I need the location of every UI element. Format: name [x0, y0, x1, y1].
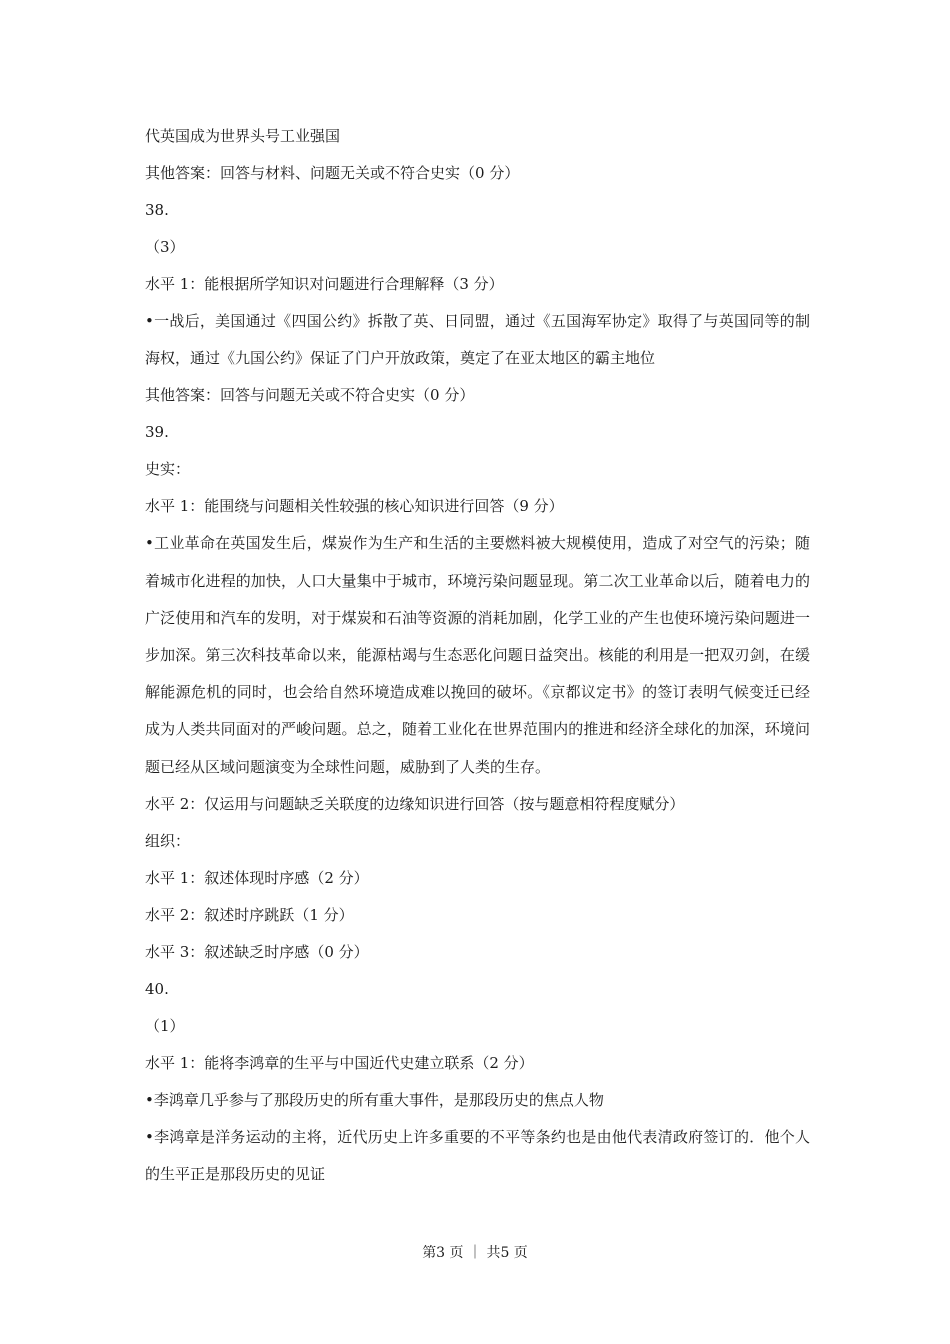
text-line: 代英国成为世界头号工业强国 [145, 127, 341, 145]
question-number: 40. [145, 979, 169, 998]
answer-bullet: •工业革命在英国发生后，煤炭作为生产和生活的主要燃料被大规模使用，造成了对空气的污染；随着城市化进程的加快，人口大量集中于城市，环境污染问题显现。第二次工业革命以后，随着电力的广泛使用和汽车的发明，对于煤炭和石油等资源的消耗加剧，化学工业的产生也使环境污染问题进一步加深。第三次科技革命以来，能源枯竭与生态恶化问题日益突出。核能的利用是一把双刃剑，在缓解能源危机的同时，也会给自然环境造成难以挽回的破坏。《京都议定书》的签订表明气候变迁已经成为人类共同面对的严峻问题。总之，随着工业化在世界范围内的推进和经济全球化的加深，环境问题已经从区域问题演变为全球性问题，威胁到了人类的生存。 [145, 534, 810, 776]
level-heading: 水平 1：能根据所学知识对问题进行合理解释（3 分） [145, 275, 504, 293]
answer-bullet: •李鸿章是洋务运动的主将，近代历史上许多重要的不平等条约也是由他代表清政府签订的．他个人的生平正是那段历史的见证 [145, 1127, 810, 1184]
page-footer: 第3 页 ｜ 共5 页 [422, 1245, 528, 1261]
sub-question-number: （1） [145, 1016, 185, 1035]
question-number: 38. [145, 201, 169, 219]
level-heading: 水平 1：能将李鸿章的生平与中国近代史建立联系（2 分） [145, 1053, 534, 1072]
level-heading: 水平 2：仅运用与问题缺乏关联度的边缘知识进行回答（按与题意相符程度赋分） [145, 794, 685, 813]
text-line: 其他答案：回答与问题无关或不符合史实（0 分） [145, 386, 475, 405]
text-line: 其他答案：回答与材料、问题无关或不符合史实（0 分） [145, 164, 520, 182]
answer-bullet: •一战后，美国通过《四国公约》拆散了英、日同盟，通过《五国海军协定》取得了与英国同等的制海权，通过《九国公约》保证了门户开放政策，奠定了在亚太地区的霸主地位 [145, 312, 810, 368]
answer-bullet: •李鸿章几乎参与了那段历史的所有重大事件，是那段历史的焦点人物 [145, 1090, 604, 1109]
level-heading: 水平 2：叙述时序跳跃（1 分） [145, 905, 354, 924]
answer-content [145, 118, 810, 1193]
section-label: 史实： [145, 460, 191, 479]
level-heading: 水平 3：叙述缺乏时序感（0 分） [145, 942, 369, 961]
question-number: 39. [145, 423, 169, 442]
level-heading: 水平 1：能围绕与问题相关性较强的核心知识进行回答（9 分） [145, 497, 564, 516]
section-label: 组织： [145, 831, 191, 850]
sub-question-number: （3） [145, 238, 185, 256]
level-heading: 水平 1：叙述体现时序感（2 分） [145, 868, 369, 887]
